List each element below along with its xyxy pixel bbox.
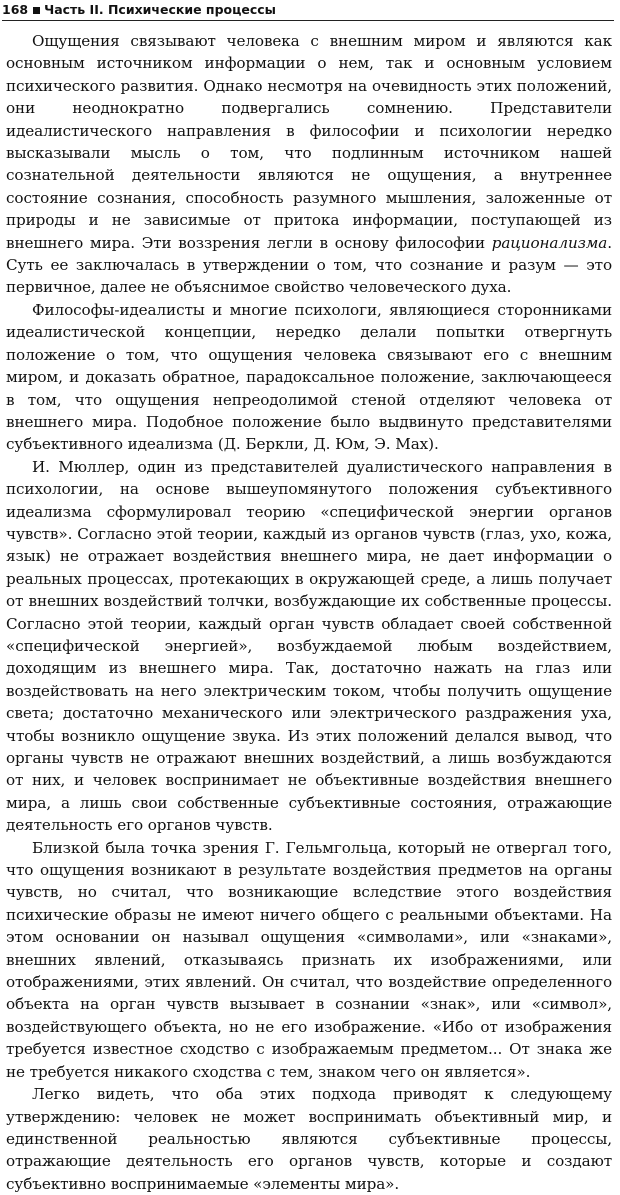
paragraph-text: . Суть ее заключалась в утверждении о том, что сознание и разум — это первичное, далее не объяснимое свойство человеческого духа. [6,233,612,297]
paragraph: Легко видеть, что оба этих подхода приводят к следующему утверждению: человек не может воспринимать объективный мир, и единственной реальностью являются субъективные процессы, отражающие деятельность его органов чувств, которые и создают субъективно воспринимаемые «элементы мира». [6,1085,612,1193]
paragraph: И. Мюллер, один из представителей дуалистического направления в психологии, на основе вышеупомянутого положения субъективного идеализма сформулировал теорию «специфической энергии органов чувств». Согласно этой теории, каждый из органов чувств (глаз, ухо, кожа, язык) не отражает воздействия внешнего мира, не дает информации о реальных процессах, протекающих в окружающей среде, а лишь получает от внешних воздействий толчки, возбуждающие их собственные процессы. Согласно этой теории, каждый орган чувств обладает своей собственной «специфической энергией», возбуждаемой любым воздействием, доходящим из внешнего мира. Так, достаточно нажать на глаз или воздействовать на него электрическим током, чтобы получить ощущение света; достаточно механического или электрического раздражения уха, чтобы возникло ощущение звука. Из этих положений делался вывод, что органы чувств не отражают внешних воздействий, а лишь возбуждаются от них, и человек воспринимает не объективные воздействия внешнего мира, а лишь свои собственные субъективные состояния, отражающие деятельность его органов чувств. [6,457,612,835]
paragraph [6,30,612,299]
body-text [6,30,612,1195]
page-number: 168 [2,2,29,17]
running-header [2,1,614,21]
paragraph: Философы-идеалисты и многие психологи, являющиеся сторонниками идеалистической концепции, нередко делали попытки отвергнуть положение о том, что ощущения человека связывают его с внешним миром, и доказать обратное, парадоксальное положение, заключающееся в том, что ощущения непреодолимой стеной отделяют человека от внешнего мира. Подобное положение было выдвинуто представителями субъективного идеализма (Д. Беркли, Д. Юм, Э. Мах). [6,300,612,454]
paragraph-text: Ощущения связывают человека с внешним миром и являются как основным источником информации о нем, так и основным условием психического развития. Однако несмотря на очевидность этих положений, они неоднократно подвергались сомнению. Представители идеалистического направления в философии и психологии нередко высказывали мысль о том, что подлинным источником нашей сознательной деятельности являются не ощущения, а внутреннее состояние сознания, способность разумного мышления, заложенные от природы и не зависимые от притока информации, поступающей из внешнего мира. Эти воззрения легли в основу философии [6,32,612,252]
part-title: Часть II. Психические процессы [44,2,276,17]
square-bullet-icon [33,7,40,14]
emphasis-term: рационализма [491,233,608,252]
paragraph: Близкой была точка зрения Г. Гельмгольца, который не отвергал того, что ощущения возникают в результате воздействия предметов на органы чувств, но считал, что возникающие вследствие этого воздействия психические образы не имеют ничего общего с реальными объектами. На этом основании он называл ощущения «символами», или «знаками», внешних явлений, отказываясь признать их изображениями, или отображениями, этих явлений. Он считал, что воздействие определенного объекта на орган чувств вызывает в сознании «знак», или «символ», воздействующего объекта, но не его изображение. «Ибо от изображения требуется известное сходство с изображаемым предметом... От знака же не требуется никакого сходства с тем, знаком чего он является». [6,838,612,1081]
